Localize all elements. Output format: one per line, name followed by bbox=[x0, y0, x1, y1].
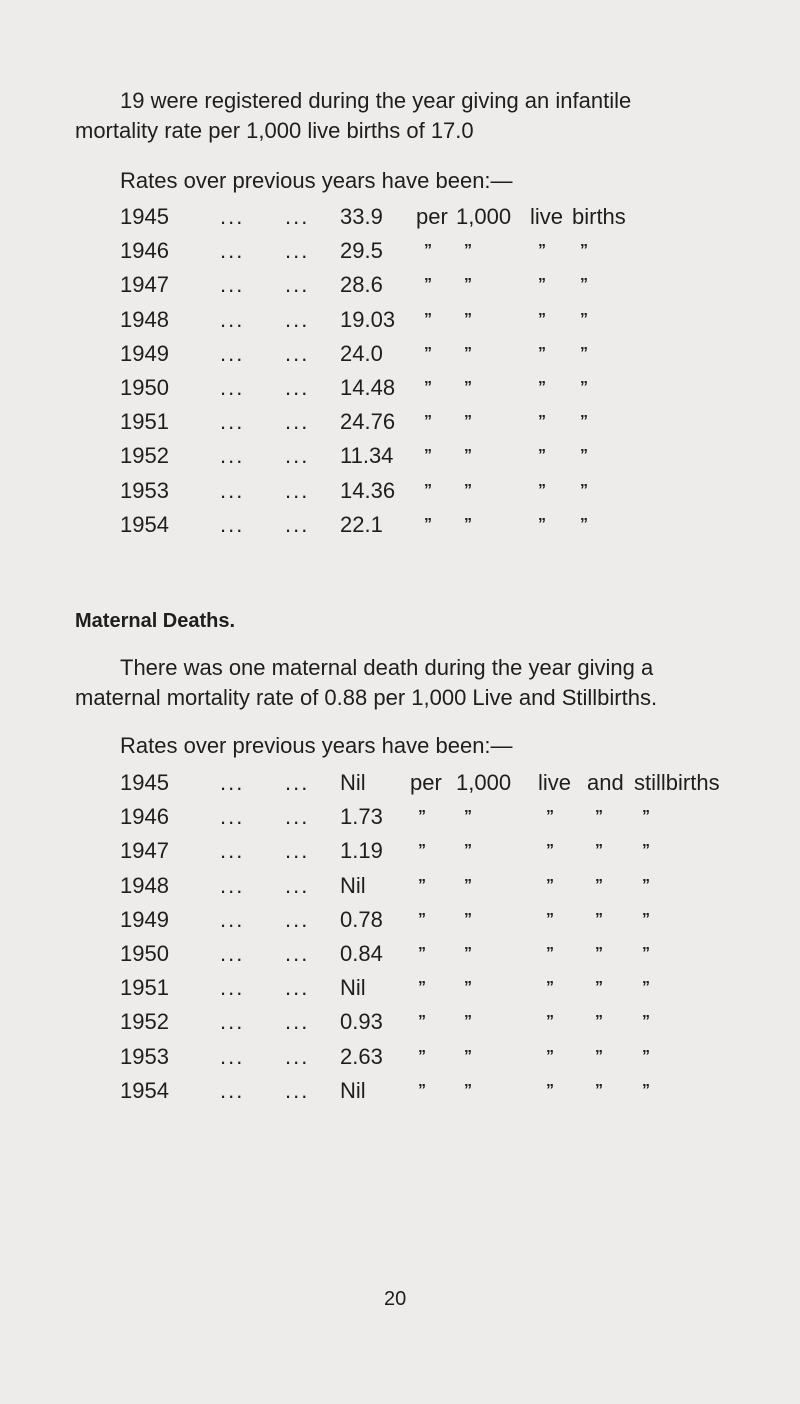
dot-leader: ... bbox=[285, 340, 310, 366]
unit-word: live bbox=[530, 204, 564, 229]
dot-leader: ... bbox=[285, 1077, 310, 1103]
ditto-mark: ” bbox=[464, 979, 472, 997]
ditto-mark: ” bbox=[546, 945, 554, 962]
intro-line-1: 19 were registered during the year giving an infantile bbox=[120, 88, 632, 113]
maternal-rate-row bbox=[120, 873, 760, 903]
ditto-mark: ” bbox=[418, 1081, 426, 1099]
ditto-mark: ” bbox=[464, 842, 472, 860]
maternal-rate-row bbox=[120, 804, 760, 834]
unit-word: stillbirths bbox=[634, 770, 720, 795]
row-rate: 11.34 bbox=[340, 443, 394, 469]
row-rate: Nil bbox=[340, 872, 366, 898]
ditto-mark: ” bbox=[538, 413, 546, 431]
row-rate: 24.76 bbox=[340, 409, 396, 435]
maternal-line-2: maternal mortality rate of 0.88 per 1,000 Live and Stillbirths. bbox=[75, 685, 658, 710]
ditto-mark: ” bbox=[642, 1047, 650, 1065]
ditto-mark: ” bbox=[642, 1081, 650, 1099]
row-year: 1951 bbox=[120, 409, 169, 435]
row-rate: 14.36 bbox=[340, 477, 396, 503]
ditto-mark: ” bbox=[595, 842, 603, 860]
ditto-mark: ” bbox=[424, 276, 432, 294]
dot-leader: ... bbox=[285, 1009, 310, 1035]
dot-leader: ... bbox=[220, 804, 245, 830]
ditto-mark: ” bbox=[546, 910, 554, 928]
infantile-rate-row bbox=[120, 204, 760, 234]
unit-word: live bbox=[538, 770, 572, 795]
row-year: 1951 bbox=[120, 975, 169, 1001]
unit-word: and bbox=[587, 770, 624, 795]
ditto-mark: ” bbox=[642, 945, 650, 962]
ditto-mark: ” bbox=[464, 481, 472, 499]
dot-leader: ... bbox=[285, 409, 310, 435]
row-rate: 2.63 bbox=[340, 1043, 383, 1069]
dot-leader: ... bbox=[220, 838, 245, 864]
ditto-mark: ” bbox=[595, 808, 603, 826]
ditto-mark: ” bbox=[580, 481, 588, 499]
ditto-mark: ” bbox=[424, 413, 432, 431]
ditto-mark: ” bbox=[464, 344, 472, 362]
ditto-mark: ” bbox=[464, 379, 472, 396]
dot-leader: ... bbox=[220, 238, 245, 264]
dot-leader: ... bbox=[285, 872, 310, 898]
ditto-mark: ” bbox=[546, 979, 554, 997]
row-rate: 24.0 bbox=[340, 340, 383, 366]
unit-word: per bbox=[416, 204, 448, 229]
maternal-deaths-heading: Maternal Deaths. bbox=[75, 610, 236, 632]
dot-leader: ... bbox=[285, 1043, 310, 1069]
dot-leader: ... bbox=[285, 238, 310, 264]
row-year: 1948 bbox=[120, 306, 169, 332]
ditto-mark: ” bbox=[595, 945, 603, 962]
ditto-mark: ” bbox=[424, 242, 432, 260]
row-year: 1949 bbox=[120, 906, 169, 932]
dot-leader: ... bbox=[220, 375, 245, 400]
infantile-rate-row bbox=[120, 238, 760, 268]
ditto-mark: ” bbox=[538, 515, 546, 533]
dot-leader: ... bbox=[285, 838, 310, 864]
ditto-mark: ” bbox=[424, 344, 432, 362]
ditto-mark: ” bbox=[464, 1013, 472, 1031]
ditto-mark: ” bbox=[464, 1047, 472, 1065]
maternal-rate-row bbox=[120, 770, 760, 800]
dot-leader: ... bbox=[220, 511, 245, 537]
maternal-rate-row bbox=[120, 941, 760, 971]
dot-leader: ... bbox=[220, 443, 245, 469]
ditto-mark: ” bbox=[418, 1013, 426, 1031]
infantile-rate-row bbox=[120, 512, 760, 542]
ditto-mark: ” bbox=[580, 344, 588, 362]
row-year: 1954 bbox=[120, 1077, 169, 1103]
row-year: 1954 bbox=[120, 511, 169, 537]
ditto-mark: ” bbox=[418, 808, 426, 826]
ditto-mark: ” bbox=[595, 910, 603, 928]
dot-leader: ... bbox=[285, 443, 310, 469]
ditto-mark: ” bbox=[424, 481, 432, 499]
dot-leader: ... bbox=[220, 975, 245, 1001]
row-rate: Nil bbox=[340, 975, 366, 1001]
dot-leader: ... bbox=[285, 804, 310, 830]
dot-leader: ... bbox=[285, 375, 310, 400]
ditto-mark: ” bbox=[642, 979, 650, 997]
unit-word: 1,000 bbox=[456, 770, 512, 795]
ditto-mark: ” bbox=[424, 447, 432, 465]
row-year: 1950 bbox=[120, 375, 169, 400]
unit-word: 1,000 bbox=[456, 204, 512, 229]
row-rate: 0.93 bbox=[340, 1009, 383, 1035]
unit-word: per bbox=[410, 770, 442, 795]
ditto-mark: ” bbox=[642, 910, 650, 928]
dot-leader: ... bbox=[220, 409, 245, 435]
maternal-rate-row bbox=[120, 838, 760, 868]
row-rate: Nil bbox=[340, 770, 366, 795]
ditto-mark: ” bbox=[464, 413, 472, 431]
infantile-rate-row bbox=[120, 443, 760, 473]
infantile-rate-row bbox=[120, 409, 760, 439]
dot-leader: ... bbox=[285, 975, 310, 1001]
dot-leader: ... bbox=[220, 941, 245, 966]
dot-leader: ... bbox=[285, 906, 310, 932]
row-rate: 0.78 bbox=[340, 906, 383, 932]
row-year: 1952 bbox=[120, 443, 169, 469]
ditto-mark: ” bbox=[538, 344, 546, 362]
ditto-mark: ” bbox=[418, 910, 426, 928]
dot-leader: ... bbox=[220, 1043, 245, 1069]
ditto-mark: ” bbox=[595, 979, 603, 997]
ditto-mark: ” bbox=[538, 481, 546, 499]
ditto-mark: ” bbox=[464, 876, 472, 894]
ditto-mark: ” bbox=[538, 310, 546, 328]
row-rate: 19.03 bbox=[340, 306, 396, 332]
row-year: 1953 bbox=[120, 1043, 169, 1069]
row-year: 1953 bbox=[120, 477, 169, 503]
ditto-mark: ” bbox=[424, 515, 432, 533]
maternal-rate-row bbox=[120, 975, 760, 1005]
ditto-mark: ” bbox=[538, 447, 546, 465]
row-year: 1949 bbox=[120, 340, 169, 366]
ditto-mark: ” bbox=[546, 1081, 554, 1099]
maternal-paragraph bbox=[75, 653, 755, 713]
ditto-mark: ” bbox=[424, 310, 432, 328]
dot-leader: ... bbox=[285, 770, 310, 795]
ditto-mark: ” bbox=[538, 276, 546, 294]
infantile-rate-row bbox=[120, 478, 760, 508]
ditto-mark: ” bbox=[546, 842, 554, 860]
row-rate: Nil bbox=[340, 1077, 366, 1103]
dot-leader: ... bbox=[220, 306, 245, 332]
ditto-mark: ” bbox=[595, 876, 603, 894]
row-rate: 28.6 bbox=[340, 272, 383, 298]
infantile-rate-row bbox=[120, 341, 760, 371]
ditto-mark: ” bbox=[580, 242, 588, 260]
ditto-mark: ” bbox=[418, 842, 426, 860]
ditto-mark: ” bbox=[538, 242, 546, 260]
ditto-mark: ” bbox=[642, 842, 650, 860]
intro-line-2: mortality rate per 1,000 live births of 17.0 bbox=[75, 118, 474, 143]
row-year: 1952 bbox=[120, 1009, 169, 1035]
dot-leader: ... bbox=[220, 1077, 245, 1103]
maternal-rate-row bbox=[120, 907, 760, 937]
ditto-mark: ” bbox=[464, 1081, 472, 1099]
ditto-mark: ” bbox=[580, 515, 588, 533]
ditto-mark: ” bbox=[418, 1047, 426, 1065]
maternal-line-1: There was one maternal death during the year giving a bbox=[120, 655, 654, 680]
ditto-mark: ” bbox=[595, 1081, 603, 1099]
ditto-mark: ” bbox=[464, 910, 472, 928]
ditto-mark: ” bbox=[580, 310, 588, 328]
ditto-mark: ” bbox=[546, 1013, 554, 1031]
row-year: 1948 bbox=[120, 872, 169, 898]
infantile-rate-row bbox=[120, 272, 760, 302]
ditto-mark: ” bbox=[464, 515, 472, 533]
page-number: 20 bbox=[384, 1288, 407, 1310]
ditto-mark: ” bbox=[580, 447, 588, 465]
ditto-mark: ” bbox=[595, 1047, 603, 1065]
ditto-mark: ” bbox=[538, 379, 546, 396]
ditto-mark: ” bbox=[546, 1047, 554, 1065]
intro-paragraph bbox=[75, 86, 755, 146]
ditto-mark: ” bbox=[546, 876, 554, 894]
dot-leader: ... bbox=[220, 872, 245, 898]
dot-leader: ... bbox=[220, 770, 245, 795]
row-rate: 22.1 bbox=[340, 511, 383, 537]
maternal-rate-row bbox=[120, 1044, 760, 1074]
dot-leader: ... bbox=[220, 272, 245, 298]
ditto-mark: ” bbox=[580, 379, 588, 396]
ditto-mark: ” bbox=[464, 945, 472, 962]
maternal-rate-row bbox=[120, 1009, 760, 1039]
ditto-mark: ” bbox=[464, 276, 472, 294]
ditto-mark: ” bbox=[418, 876, 426, 894]
maternal-rate-row bbox=[120, 1078, 760, 1108]
dot-leader: ... bbox=[285, 204, 310, 229]
ditto-mark: ” bbox=[418, 945, 426, 962]
row-rate: 0.84 bbox=[340, 941, 383, 966]
row-year: 1945 bbox=[120, 204, 169, 229]
row-rate: 33.9 bbox=[340, 204, 383, 229]
dot-leader: ... bbox=[220, 906, 245, 932]
ditto-mark: ” bbox=[580, 413, 588, 431]
ditto-mark: ” bbox=[464, 447, 472, 465]
ditto-mark: ” bbox=[424, 379, 432, 396]
ditto-mark: ” bbox=[580, 276, 588, 294]
row-year: 1946 bbox=[120, 238, 169, 264]
dot-leader: ... bbox=[285, 511, 310, 537]
ditto-mark: ” bbox=[642, 808, 650, 826]
ditto-mark: ” bbox=[464, 808, 472, 826]
row-rate: 1.73 bbox=[340, 804, 383, 830]
dot-leader: ... bbox=[285, 306, 310, 332]
ditto-mark: ” bbox=[642, 876, 650, 894]
dot-leader: ... bbox=[220, 204, 245, 229]
dot-leader: ... bbox=[285, 272, 310, 298]
infantile-rate-row bbox=[120, 307, 760, 337]
row-rate: 29.5 bbox=[340, 238, 383, 264]
ditto-mark: ” bbox=[642, 1013, 650, 1031]
ditto-mark: ” bbox=[418, 979, 426, 997]
row-year: 1947 bbox=[120, 838, 169, 864]
dot-leader: ... bbox=[220, 340, 245, 366]
ditto-mark: ” bbox=[464, 242, 472, 260]
ditto-mark: ” bbox=[546, 808, 554, 826]
dot-leader: ... bbox=[220, 1009, 245, 1035]
dot-leader: ... bbox=[220, 477, 245, 503]
unit-word: births bbox=[572, 204, 626, 229]
ditto-mark: ” bbox=[595, 1013, 603, 1031]
row-year: 1947 bbox=[120, 272, 169, 298]
infantile-rates-intro: Rates over previous years have been:— bbox=[120, 168, 513, 193]
row-year: 1950 bbox=[120, 941, 169, 966]
dot-leader: ... bbox=[285, 477, 310, 503]
row-rate: 14.48 bbox=[340, 375, 396, 400]
ditto-mark: ” bbox=[464, 310, 472, 328]
maternal-rates-intro: Rates over previous years have been:— bbox=[120, 733, 513, 758]
row-rate: 1.19 bbox=[340, 838, 383, 864]
infantile-rate-row bbox=[120, 375, 760, 405]
dot-leader: ... bbox=[285, 941, 310, 966]
row-year: 1945 bbox=[120, 770, 169, 795]
row-year: 1946 bbox=[120, 804, 169, 830]
